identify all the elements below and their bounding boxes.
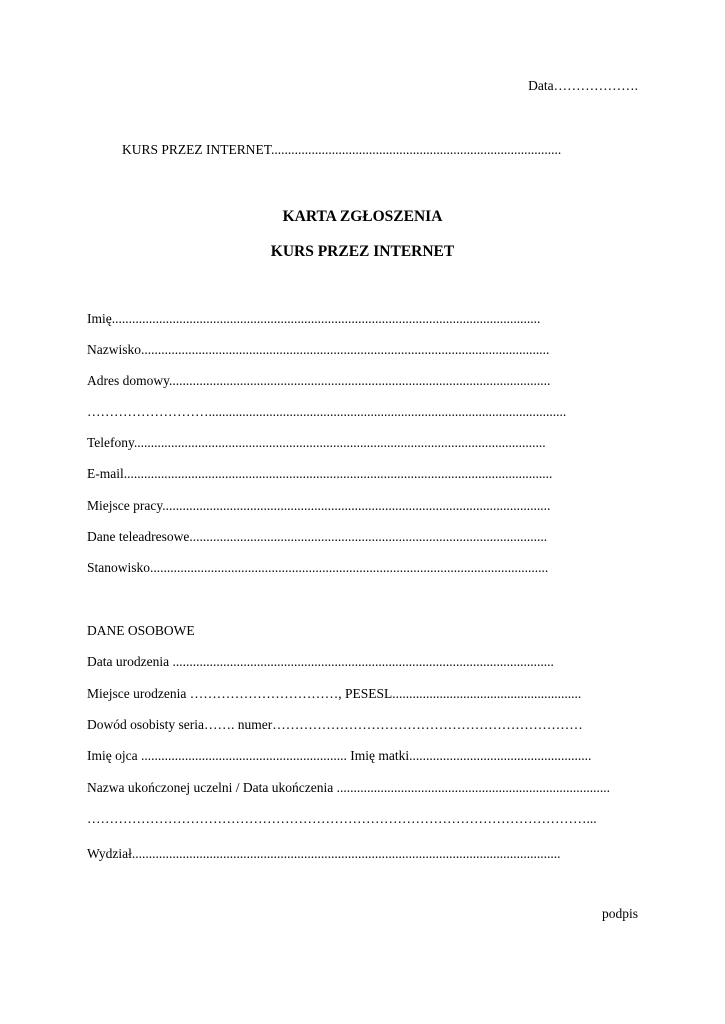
field-birth-date: Data urodzenia ................................................................................................................. (87, 654, 554, 669)
field-workplace: Miejsce pracy................................................................................................................... (87, 498, 551, 513)
course-line: KURS PRZEZ INTERNET...................................................................................... (122, 142, 562, 157)
field-position: Stanowisko...................................................................................................................... (87, 560, 549, 575)
field-university: Nazwa ukończonej uczelni / Data ukończenia ................................................................................. (87, 780, 611, 795)
field-email: E-mail............................................................................................................................... (87, 466, 553, 481)
field-birthplace-pesel: Miejsce urodzenia ……………………………, PESESL........................................................ (87, 686, 582, 701)
signature-label: podpis (601, 906, 638, 921)
field-phones: Telefony.......................................................................................................................... (87, 435, 546, 450)
field-id-card: Dowód osobisty seria……. numer…………………………………………………………… (87, 717, 583, 732)
field-parents-names: Imię ojca ............................................................. Imię matki...................................................... (87, 748, 592, 763)
field-contact-details: Dane teleadresowe.......................................................................................................... (87, 529, 548, 544)
field-university-continued: …………………………………………………………………………………………………... (87, 811, 597, 826)
field-faculty: Wydział............................................................................................................................... (87, 846, 561, 861)
field-address-continued: ……………………….......................................................................................................... (87, 404, 567, 419)
field-home-address: Adres domowy................................................................................................................. (87, 373, 551, 388)
date-line: Data………………. (528, 78, 638, 93)
form-title: KARTA ZGŁOSZENIA (282, 208, 443, 225)
form-subtitle: KURS PRZEZ INTERNET (270, 243, 455, 260)
field-last-name: Nazwisko......................................................................................................................... (87, 342, 550, 357)
personal-data-heading: DANE OSOBOWE (87, 623, 195, 638)
field-first-name: Imię............................................................................................................................... (87, 311, 541, 326)
